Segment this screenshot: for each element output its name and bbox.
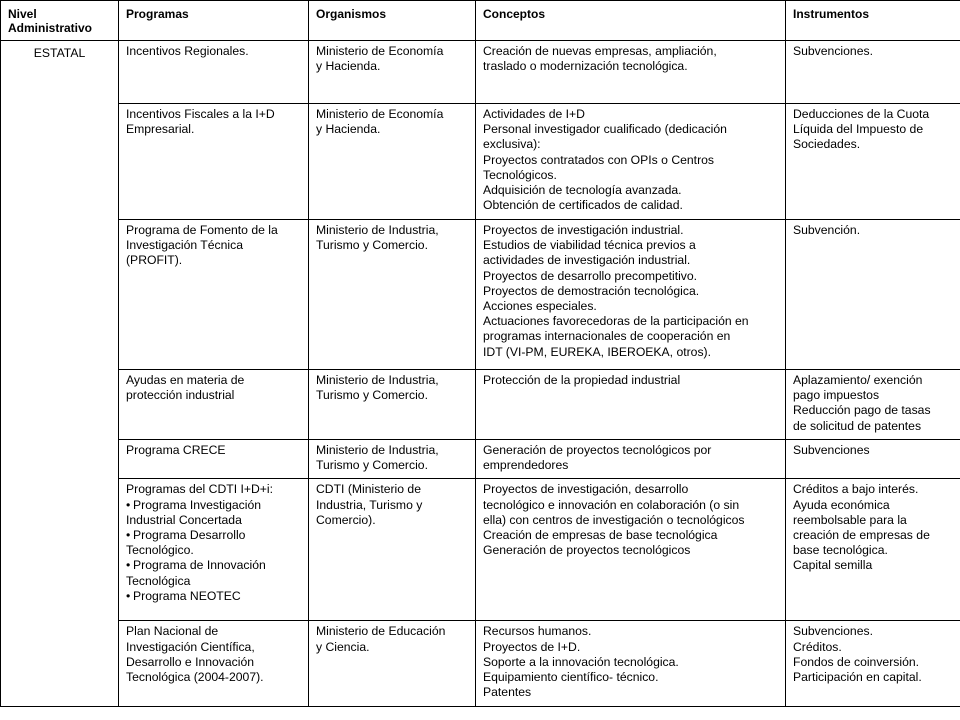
conceptos-cell — [476, 440, 786, 479]
instrumentos-cell-line: Créditos a bajo interés. — [793, 482, 919, 497]
programa-cell-line: Desarrollo e Innovación — [126, 654, 255, 669]
bullet-text: Programa NEOTEC — [133, 588, 241, 603]
programa-cell-line: Empresarial. — [126, 122, 195, 137]
table-row — [1, 479, 960, 621]
organismo-cell-line: Ministerio de Industria, — [316, 223, 439, 237]
header-organismos: Organismos — [309, 1, 476, 41]
bullet-text: Tecnológica — [126, 573, 191, 588]
programa-cell-line: Programa de Fomento de la — [126, 223, 278, 237]
instrumentos-cell-line: pago impuestos — [793, 388, 880, 403]
conceptos-cell-line: IDT (VI-PM, EUREKA, IBEROEKA, otros). — [483, 344, 711, 359]
conceptos-cell-line: Recursos humanos. — [483, 624, 592, 639]
conceptos-cell-line: programas internacionales de cooperación en — [483, 329, 731, 344]
conceptos-cell — [476, 621, 786, 707]
programa-cell — [119, 104, 309, 220]
bullet-icon: • — [126, 558, 131, 573]
programa-bullet-line — [126, 513, 301, 528]
organismo-cell — [309, 370, 476, 440]
conceptos-cell-line: Acciones especiales. — [483, 299, 597, 314]
instrumentos-cell — [786, 41, 960, 104]
organismo-cell — [309, 621, 476, 707]
organismo-cell-line: Turismo y Comercio. — [316, 238, 428, 253]
table-row — [1, 370, 960, 440]
instrumentos-cell — [786, 104, 960, 220]
organismo-cell-line: Ministerio de Educación — [316, 624, 446, 639]
conceptos-cell-line: Proyectos de investigación industrial. — [483, 223, 684, 237]
conceptos-cell-line: Tecnológicos. — [483, 167, 557, 182]
conceptos-cell-line: Creación de nuevas empresas, ampliación, — [483, 44, 717, 58]
table-row — [1, 440, 960, 479]
programa-cell — [119, 41, 309, 104]
programa-cell — [119, 479, 309, 621]
organismo-cell-line: y Hacienda. — [316, 59, 381, 74]
conceptos-cell-line: exclusiva): — [483, 137, 541, 152]
programa-cell — [119, 220, 309, 370]
table-row — [1, 220, 960, 370]
instrumentos-cell-line: Reducción pago de tasas — [793, 403, 931, 418]
instrumentos-cell-line: Capital semilla — [793, 558, 873, 573]
programa-cell-line: Tecnológica (2004-2007). — [126, 670, 264, 685]
programa-cell-line: protección industrial — [126, 388, 235, 403]
conceptos-cell-line: emprendedores — [483, 458, 569, 473]
instrumentos-cell — [786, 370, 960, 440]
conceptos-cell-line: ella) con centros de investigación o tecnológicos — [483, 512, 745, 527]
organismo-cell — [309, 479, 476, 621]
programa-cell — [119, 440, 309, 479]
table-row — [1, 621, 960, 707]
instrumentos-cell-line: Subvención. — [793, 223, 861, 237]
instrumentos-cell-line: Subvenciones — [793, 443, 870, 457]
instrumentos-cell-line: Deducciones de la Cuota — [793, 107, 930, 121]
programa-cell-line: Incentivos Fiscales a la I+D — [126, 107, 275, 121]
instrumentos-cell-line: Sociedades. — [793, 137, 861, 152]
instrumentos-cell-line: Aplazamiento/ exención — [793, 373, 923, 387]
instrumentos-cell-line: de solicitud de patentes — [793, 418, 922, 433]
conceptos-cell-line: Creación de empresas de base tecnológica — [483, 528, 718, 543]
programa-cell-line: Plan Nacional de — [126, 624, 219, 639]
programa-intro: Programas del CDTI I+D+i: — [126, 482, 273, 497]
conceptos-cell-line: tecnológico e innovación en colaboración (o sin — [483, 497, 740, 512]
programa-bullet-line — [126, 498, 301, 513]
conceptos-cell — [476, 104, 786, 220]
organismo-cell-line: Comercio). — [316, 512, 376, 527]
conceptos-cell — [476, 479, 786, 621]
programa-cell-line: Programa CRECE — [126, 443, 226, 457]
header-programas: Programas — [119, 1, 309, 41]
organismo-cell — [309, 104, 476, 220]
programa-cell-line: (PROFIT). — [126, 253, 183, 268]
organismo-cell-line: Ministerio de Economía — [316, 44, 444, 58]
instrumentos-cell-line: Ayuda económica — [793, 497, 890, 512]
bullet-text: Tecnológico. — [126, 543, 194, 558]
table-row — [1, 41, 960, 104]
conceptos-cell — [476, 370, 786, 440]
organismo-cell-line: Ministerio de Industria, — [316, 443, 439, 457]
organismo-cell-line: Turismo y Comercio. — [316, 458, 428, 473]
programa-bullet-line — [126, 558, 301, 573]
organismo-cell — [309, 41, 476, 104]
conceptos-cell-line: Proyectos de demostración tecnológica. — [483, 283, 700, 298]
instrumentos-cell-line: Créditos. — [793, 639, 842, 654]
organismo-cell-line: Ministerio de Economía — [316, 107, 444, 121]
instrumentos-cell-line: reembolsable para la — [793, 512, 907, 527]
table-header-row — [1, 1, 960, 41]
instrumentos-cell — [786, 479, 960, 621]
conceptos-cell-line: actividades de investigación industrial. — [483, 253, 691, 268]
instrumentos-cell — [786, 621, 960, 707]
programa-cell-line: Investigación Científica, — [126, 639, 255, 654]
instrumentos-cell — [786, 220, 960, 370]
bullet-text: Programa de Innovación — [133, 558, 266, 573]
conceptos-cell-line: Obtención de certificados de calidad. — [483, 198, 683, 213]
header-instrumentos: Instrumentos — [786, 1, 960, 41]
instrumentos-cell-line: Participación en capital. — [793, 670, 922, 685]
organismo-cell-line: Turismo y Comercio. — [316, 388, 428, 403]
instrumentos-cell-line: Fondos de coinversión. — [793, 654, 920, 669]
organismo-cell-line: y Ciencia. — [316, 639, 370, 654]
bullet-icon: • — [126, 528, 131, 543]
programa-cell-line: Investigación Técnica — [126, 238, 243, 253]
programa-bullet-line — [126, 574, 301, 589]
instrumentos-cell-line: Subvenciones. — [793, 624, 873, 639]
organismo-cell-line: Industria, Turismo y — [316, 497, 423, 512]
conceptos-cell-line: Proyectos de I+D. — [483, 639, 581, 654]
conceptos-cell — [476, 41, 786, 104]
organismo-cell — [309, 440, 476, 479]
bullet-text: Programa Investigación — [133, 497, 262, 512]
instrumentos-cell-line: Líquida del Impuesto de — [793, 122, 924, 137]
conceptos-cell-line: Proyectos de investigación, desarrollo — [483, 482, 689, 497]
organismo-cell-line: CDTI (Ministerio de — [316, 482, 421, 497]
conceptos-cell-line: Patentes — [483, 685, 532, 700]
bullet-icon: • — [126, 588, 131, 603]
table-row — [1, 104, 960, 220]
programa-cell — [119, 370, 309, 440]
conceptos-cell-line: Proyectos de desarrollo precompetitivo. — [483, 268, 698, 283]
bullet-icon: • — [126, 497, 131, 512]
conceptos-cell-line: Actuaciones favorecedoras de la participación en — [483, 314, 749, 329]
conceptos-cell-line: Estudios de viabilidad técnica previos a — [483, 238, 696, 253]
conceptos-cell-line: Soporte a la innovación tecnológica. — [483, 654, 679, 669]
bullet-text: Programa Desarrollo — [133, 528, 246, 543]
level-cell: ESTATAL — [1, 41, 119, 707]
programa-bullet-line — [126, 589, 301, 604]
conceptos-cell — [476, 220, 786, 370]
organismo-cell — [309, 220, 476, 370]
conceptos-cell-line: Generación de proyectos tecnológicos — [483, 543, 691, 558]
instrumentos-cell-line: Subvenciones. — [793, 44, 873, 58]
instrumentos-cell-line: base tecnológica. — [793, 543, 888, 558]
programa-bullet-line — [126, 528, 301, 543]
conceptos-cell-line: Actividades de I+D — [483, 107, 585, 121]
conceptos-cell-line: Proyectos contratados con OPIs o Centros — [483, 152, 714, 167]
conceptos-cell-line: Equipamiento científico- técnico. — [483, 670, 659, 685]
programa-bullet-line — [126, 543, 301, 558]
header-conceptos: Conceptos — [476, 1, 786, 41]
conceptos-cell-line: Personal investigador cualificado (dedicación — [483, 122, 727, 137]
programa-cell — [119, 621, 309, 707]
conceptos-cell-line: Generación de proyectos tecnológicos por — [483, 443, 712, 457]
programa-cell-line: Ayudas en materia de — [126, 373, 245, 387]
programa-cell-line: Incentivos Regionales. — [126, 44, 249, 58]
conceptos-cell-line: traslado o modernización tecnológica. — [483, 59, 688, 74]
bullet-text: Industrial Concertada — [126, 512, 242, 527]
instrumentos-cell-line: creación de empresas de — [793, 528, 930, 543]
organismo-cell-line: y Hacienda. — [316, 122, 381, 137]
organismo-cell-line: Ministerio de Industria, — [316, 373, 439, 387]
conceptos-cell-line: Adquisición de tecnología avanzada. — [483, 183, 682, 198]
instrumentos-cell — [786, 440, 960, 479]
conceptos-cell-line: Protección de la propiedad industrial — [483, 373, 681, 387]
header-nivel: Nivel Administrativo — [1, 1, 119, 41]
